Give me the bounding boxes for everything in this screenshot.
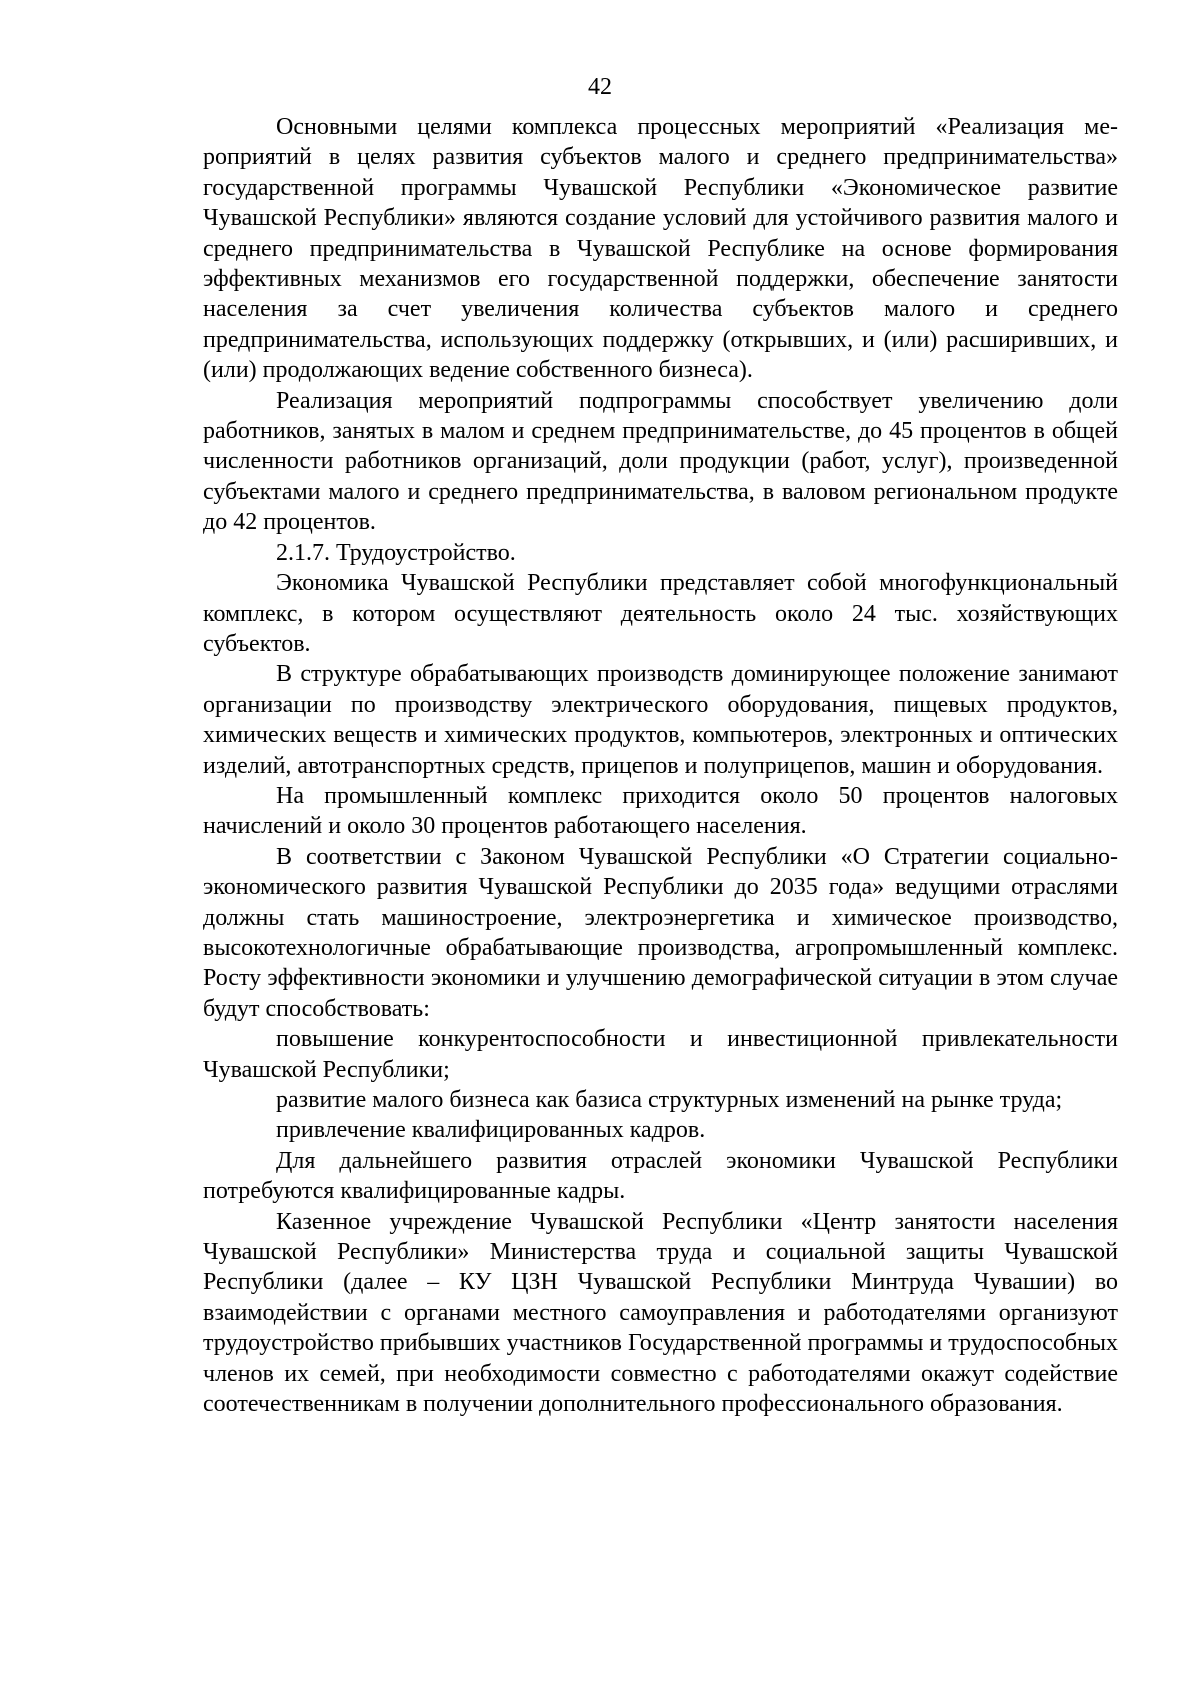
list-item-qualified-staff: привлечение квалифицированных кадров. xyxy=(276,1117,706,1144)
paragraph-strategy-law: В соответствии с Законом Чувашской Республики «О Стратегии социально-экономического развития Чувашской Республики до 2035 года» ведущими отраслями должны стать машиностроение, электроэнергетика и химическое производство, высокотехнологичные обрабатывающие производства, агропромышленный комплекс. Росту эффективности экономики и улучшению демографической ситуации в этом случае будут способствовать: xyxy=(203,843,1118,1022)
section-heading-employment: 2.1.7. Трудоустройство. xyxy=(276,539,516,566)
paragraph-economy-overview: Экономика Чувашской Республики представляет собой многофункциональный комплекс, в котором осуществляют деятельность около 24 тыс. хозяйствующих субъектов. xyxy=(203,570,1118,657)
page-number: 42 xyxy=(588,74,612,100)
paragraph-industrial-complex: На промышленный комплекс приходится около 50 процентов налоговых начислений и около 30 процентов работающего населения. xyxy=(203,782,1118,840)
paragraph-employment-center: Казенное учреждение Чувашской Республики «Центр занятости населения Чувашской Республики» Министерства труда и социальной защиты Чувашской Республики (далее – КУ ЦЗН Чувашской Республики Минтруда Чувашии) во взаимодействии с органами местного самоуправления и работодателями организуют трудоустройство прибывших участников Государственной программы и трудоспособных членов их семей, при необходимости совместно с работодателями окажут содействие соотечественникам в получении дополнительного профессионального образования. xyxy=(203,1208,1118,1418)
paragraph-subprogram-results: Реализация мероприятий подпрограммы способствует увеличению доли работников, занятых в малом и среднем предпринимательстве, до 45 процентов в общей численности работников организаций, доли продукции (работ, услуг), произведенной субъектами малого и среднего предпринимательства, в валовом региональном продукте до 42 процентов. xyxy=(203,387,1118,536)
list-item-competitiveness: повышение конкурентоспособности и инвестиционной привлекательности Чувашской Республики; xyxy=(203,1026,1118,1083)
list-item-small-business: развитие малого бизнеса как базиса структурных изменений на рынке труда; xyxy=(276,1087,1063,1113)
document-body xyxy=(203,112,1118,1419)
paragraph-qualified-staff-need: Для дальнейшего развития отраслей экономики Чувашской Республики потребуются квалифицированные кадры. xyxy=(203,1147,1118,1205)
paragraph-msp-goals: Основными целями комплекса процессных мероприятий «Реализация мероприятий в целях развития субъектов малого и среднего предпринимательства» государственной программы Чувашской Республики «Экономическое развитие Чувашской Республики» являются создание условий для устойчивого развития малого и среднего предпринимательства в Чувашской Республике на основе формирования эффективных механизмов его государственной поддержки, обеспечение занятости населения за счет увеличения количества субъектов малого и среднего предпринимательства, использующих поддержку (открывших, и (или) расширивших, и (или) продолжающих ведение собственного бизнеса). xyxy=(203,114,1118,384)
paragraph-manufacturing-structure: В структуре обрабатывающих производств доминирующее положение занимают организации по производству электрического оборудования, пищевых продуктов, химических веществ и химических продуктов, компьютеров, электронных и оптических изделий, автотранспортных средств, прицепов и полуприцепов, машин и оборудования. xyxy=(203,661,1118,779)
